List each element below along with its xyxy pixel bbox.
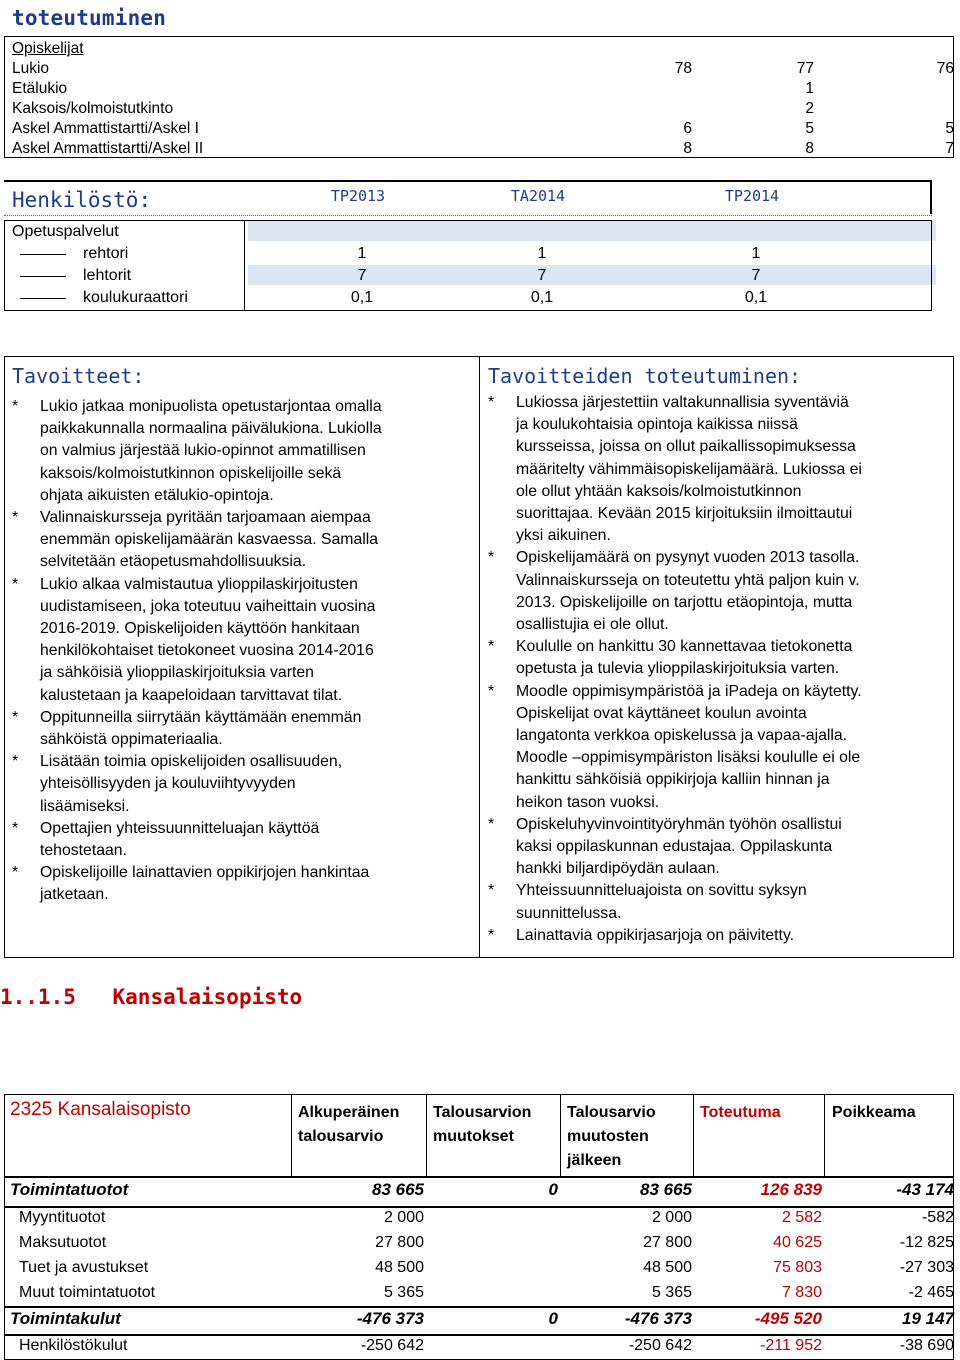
text-line: tehostetaan.: [40, 842, 127, 859]
text-line: määritelty vähimmäisopiskelijamäärä. Lukiossa ei: [516, 460, 862, 478]
column-header: [298, 1101, 399, 1149]
text-line: 2013. Opiskelijoille on tarjottu etäopintoja, mutta: [516, 593, 853, 611]
table-row: [4, 1231, 952, 1256]
row-label: Opiskelijat: [12, 40, 84, 57]
text-line: Moodle oppimisympäristöä ja iPadeja on käytetty.: [516, 682, 862, 700]
text-line: kursseissa, joissa on ollut paikallissopimuksessa: [516, 438, 856, 456]
bullet-text: [516, 814, 842, 881]
value-2014b: 7: [945, 140, 954, 157]
column-header: [433, 1101, 531, 1149]
bullet-text: [516, 392, 862, 547]
bullet-text: [40, 818, 319, 862]
text-line: yhteisöllisyyden ja kouluviihtyvyyden: [40, 775, 296, 793]
text-line: yksi aikuinen.: [516, 527, 611, 545]
row-label: Kaksois/kolmoistutkinto: [12, 100, 174, 117]
cell-value: -2 465: [908, 1284, 954, 1301]
divider: [4, 310, 932, 311]
divider: [4, 215, 932, 216]
bullet-text: [516, 547, 860, 636]
asterisk-icon: *: [12, 708, 19, 726]
staff-group-row: [4, 221, 932, 243]
text-line: Opettajien yhteissuunnitteluajan käyttöä: [40, 819, 320, 837]
cell-value: 48 500: [375, 1259, 424, 1276]
text-line: ohjata aikuisten etälukio-opintoja.: [40, 486, 274, 504]
staff-row: [4, 265, 932, 287]
bullet-text: [40, 707, 361, 751]
divider: [479, 356, 480, 958]
bullet-text: [516, 636, 852, 680]
text-line: 2016-2019. Opiskelijoiden käyttöön hankitaan: [40, 620, 360, 637]
asterisk-icon: *: [12, 575, 19, 593]
text-line: Lainattavia oppikirjasarjoja on päivitetty.: [516, 926, 795, 944]
text-line: hankki biljardipöydän aulaan.: [516, 860, 720, 878]
text-line: uudistamiseen, joka toteutuu vaiheittain vuosina: [40, 597, 376, 615]
text-line: Valinnaiskursseja on toteutettu yhtä paljon kuin v.: [516, 571, 860, 589]
students-row: [12, 100, 952, 120]
table-row: [4, 1306, 952, 1334]
header-line: talousarvio: [298, 1128, 384, 1145]
cell-value: 83 665: [640, 1180, 692, 1199]
bullet-text: [516, 880, 807, 924]
text-line: ja koulukohtaisia opintoja kaikissa niissä: [516, 416, 798, 434]
divider: [4, 221, 5, 311]
text-line: Moodle –oppimisympäriston lisäksi koululle ei ole: [516, 749, 861, 767]
bullet-text: [40, 862, 369, 906]
text-line: on valmius järjestää lukio-opinnot ammatillisen: [40, 442, 366, 460]
value-2013: 6: [683, 120, 692, 137]
value-tp2014: 7: [751, 267, 761, 284]
asterisk-icon: *: [12, 864, 19, 882]
cell-value: 0: [548, 1309, 558, 1328]
cell-value: 2 000: [383, 1209, 424, 1226]
header-line: Talousarvion: [433, 1104, 532, 1121]
value-tp2014: 0,1: [744, 289, 768, 306]
students-row: [12, 80, 952, 100]
dash-icon: [20, 276, 66, 277]
text-line: Opiskelijoille lainattavien oppikirjojen hankintaa: [40, 864, 370, 882]
asterisk-icon: *: [488, 815, 495, 833]
column-header: TA2014: [510, 187, 566, 205]
text-line: Lukio jatkaa monipuolista opetustarjontaa omalla: [40, 398, 382, 415]
bullet-text: [40, 396, 382, 507]
value-tp2013: 0,1: [350, 289, 374, 306]
cell-value: 27 800: [375, 1234, 424, 1251]
divider: [291, 1094, 292, 1176]
text-line: henkilökohtaiset tietokoneet vuosina 2014-2016: [40, 642, 374, 660]
cell-value: 5 365: [383, 1284, 424, 1301]
header-line: muutokset: [433, 1128, 514, 1145]
asterisk-icon: *: [488, 882, 495, 900]
divider: [560, 1094, 561, 1176]
text-line: ole ollut yhtään kaksois/kolmoistutkinnon: [516, 482, 802, 500]
text-line: Opiskeluhyvinvointityöryhmän työhön osallistui: [516, 815, 842, 833]
cell-value: 0: [548, 1180, 558, 1199]
table-title: 2325 Kansalaisopisto: [10, 1099, 191, 1120]
text-line: osallistujia ei ole ollut.: [516, 616, 669, 633]
cell-value: 75 803: [773, 1259, 822, 1276]
dash-icon: [20, 298, 66, 299]
text-line: Koululle on hankittu 30 kannettavaa tietokonetta: [516, 638, 853, 656]
value-tp2013: 1: [357, 245, 367, 262]
cell-value: 5 365: [651, 1284, 692, 1301]
students-row: [12, 60, 952, 80]
bullet-text: [40, 751, 342, 818]
goals-title: Tavoitteet:: [12, 364, 145, 388]
cell-value: 19 147: [902, 1309, 954, 1328]
text-line: Oppitunneilla siirrytään käyttämään enemmän: [40, 708, 362, 726]
divider: [693, 1094, 694, 1176]
row-label: lehtorit: [83, 267, 132, 284]
row-label: Muut toimintatuotot: [19, 1284, 156, 1301]
bullet-text: [516, 925, 794, 947]
cell-value: -211 952: [760, 1337, 822, 1354]
cell-value: -250 642: [360, 1337, 424, 1354]
cell-value: -12 825: [899, 1234, 954, 1251]
asterisk-icon: *: [12, 509, 19, 526]
table-row: [4, 1334, 952, 1359]
column-header: Poikkeama: [832, 1104, 916, 1121]
cell-value: 83 665: [372, 1180, 424, 1199]
text-line: Valinnaiskursseja pyritään tarjoamaan aiempaa: [40, 509, 371, 526]
staff-row: [4, 287, 932, 309]
header-line: jälkeen: [567, 1152, 622, 1169]
section-title: toteutuminen: [12, 6, 167, 30]
bullet-text: [40, 507, 378, 574]
table-row: [4, 1281, 952, 1306]
divider: [930, 180, 932, 214]
table-row: [4, 1177, 952, 1206]
text-line: langatonta verkkoa opiskelussa ja vapaa-ajalla.: [516, 727, 848, 744]
column-header: Toteutuma: [700, 1104, 781, 1121]
dash-icon: [20, 254, 66, 255]
row-label: Henkilöstökulut: [19, 1337, 128, 1354]
text-line: sähköistä oppimateriaalia.: [40, 731, 223, 748]
column-header: TP2014: [724, 187, 780, 205]
section-heading: [0, 985, 302, 1009]
asterisk-icon: *: [488, 682, 495, 700]
section-name: Kansalaisopisto: [112, 985, 303, 1009]
row-label: Askel Ammattistartti/Askel I: [12, 120, 199, 137]
cell-value: -476 373: [356, 1309, 424, 1328]
row-label: rehtori: [83, 245, 129, 262]
column-header: TP2013: [330, 187, 386, 205]
asterisk-icon: *: [488, 394, 495, 411]
value-tp2014: 1: [751, 245, 761, 262]
cell-value: 2 000: [651, 1209, 692, 1226]
cell-value: -582: [921, 1209, 954, 1226]
row-label: Myyntituotot: [19, 1209, 106, 1226]
text-line: Lisätään toimia opiskelijoiden osallisuuden,: [40, 753, 343, 771]
value-2013: 78: [674, 60, 692, 77]
text-line: kaksi oppilaskunnan edustajaa. Oppilaskunta: [516, 838, 833, 855]
asterisk-icon: *: [488, 638, 495, 656]
row-label: Maksutuotot: [19, 1234, 107, 1251]
cell-value: 48 500: [643, 1259, 692, 1276]
divider: [824, 1094, 825, 1176]
value-tp2013: 7: [357, 267, 367, 284]
students-row: [12, 40, 952, 60]
row-label: Tuet ja avustukset: [19, 1259, 149, 1276]
cell-value: 40 625: [773, 1234, 822, 1251]
row-label: Toimintatuotot: [10, 1180, 129, 1199]
value-2014a: 5: [805, 120, 814, 137]
asterisk-icon: *: [12, 819, 19, 837]
header-line: muutosten: [567, 1128, 649, 1145]
column-header: [567, 1101, 656, 1173]
text-line: Opiskelijat ovat käyttäneet koulun avointa: [516, 704, 807, 722]
row-label: Lukio: [12, 60, 50, 77]
asterisk-icon: *: [12, 398, 19, 415]
divider: [244, 221, 245, 311]
bullet-text: [516, 681, 862, 814]
cell-value: -495 520: [754, 1309, 822, 1328]
cell-value: 126 839: [760, 1180, 822, 1199]
value-2014a: 2: [805, 100, 814, 117]
staff-row: [4, 243, 932, 265]
cell-value: -476 373: [624, 1309, 692, 1328]
bullet-text: [40, 574, 375, 707]
text-line: kalustetaan ja kaapeloidaan tarvittavat tilat.: [40, 686, 343, 704]
row-label: Etälukio: [12, 80, 68, 97]
divider: [4, 180, 932, 182]
value-2014a: 1: [805, 80, 814, 97]
text-line: Yhteissuunnitteluajoista on sovittu syksyn: [516, 882, 807, 900]
header-line: Alkuperäinen: [298, 1104, 400, 1121]
cell-value: -43 174: [896, 1180, 954, 1199]
value-2013: 8: [683, 140, 692, 157]
students-row: [12, 120, 952, 140]
header-line: Talousarvio: [567, 1104, 656, 1121]
divider: [426, 1094, 427, 1176]
text-line: selvitetään etäopetusmahdollisuuksia.: [40, 553, 307, 571]
text-line: suunnittelussa.: [516, 904, 622, 922]
table-row: [4, 1206, 952, 1231]
text-line: jatketaan.: [40, 886, 109, 904]
value-2014a: 77: [796, 60, 814, 77]
asterisk-icon: *: [488, 549, 495, 567]
row-shade: [248, 221, 936, 241]
value-ta2014: 0,1: [530, 289, 554, 306]
value-ta2014: 1: [537, 245, 547, 262]
text-line: suorittajaa. Kevään 2015 kirjoituksiin ilmoittautui: [516, 505, 853, 523]
cell-value: -250 642: [628, 1337, 692, 1354]
text-line: kaksois/kolmoistutkinnon opiskelijoille sekä: [40, 464, 342, 482]
staff-title: Henkilöstö:: [12, 188, 152, 212]
asterisk-icon: *: [12, 753, 19, 771]
cell-value: 7 830: [781, 1284, 822, 1301]
cell-value: -38 690: [899, 1337, 954, 1354]
text-line: lisäämiseksi.: [40, 797, 130, 815]
realization-title: Tavoitteiden toteutuminen:: [488, 364, 802, 388]
text-line: ja sähköisiä ylioppilaskirjoituksia varten: [40, 664, 314, 682]
asterisk-icon: *: [488, 926, 495, 944]
group-label: Opetuspalvelut: [12, 223, 119, 240]
table-row: [4, 1256, 952, 1281]
text-line: paikkakunnalla normaalina päivälukiona. Lukiolla: [40, 420, 382, 438]
row-label: Askel Ammattistartti/Askel II: [12, 140, 204, 157]
value-2014a: 8: [805, 140, 814, 157]
text-line: Opiskelijamäärä on pysynyt vuoden 2013 tasolla.: [516, 549, 860, 567]
cell-value: 2 582: [781, 1209, 822, 1226]
text-line: Lukiossa järjestettiin valtakunnallisia syventäviä: [516, 394, 849, 411]
text-line: enemmän opiskelijamäärän kasvaessa. Samalla: [40, 531, 379, 549]
text-line: hankittu sähköisiä oppikirjoja kalliin hinnan ja: [516, 771, 830, 789]
row-label: Toimintakulut: [10, 1309, 121, 1328]
value-2014b: 76: [936, 60, 954, 77]
cell-value: -27 303: [899, 1259, 954, 1276]
section-number: 1..1.5: [0, 985, 76, 1009]
divider: [931, 221, 932, 311]
value-2014b: 5: [945, 120, 954, 137]
row-label: koulukuraattori: [83, 289, 188, 306]
value-ta2014: 7: [537, 267, 547, 284]
text-line: heikon tason vuoksi.: [516, 793, 660, 811]
cell-value: 27 800: [643, 1234, 692, 1251]
text-line: opetusta ja tulevia ylioppilaskirjoituksia varten.: [516, 660, 840, 678]
text-line: Lukio alkaa valmistautua ylioppilaskirjoitusten: [40, 575, 358, 593]
students-row: [12, 140, 952, 160]
